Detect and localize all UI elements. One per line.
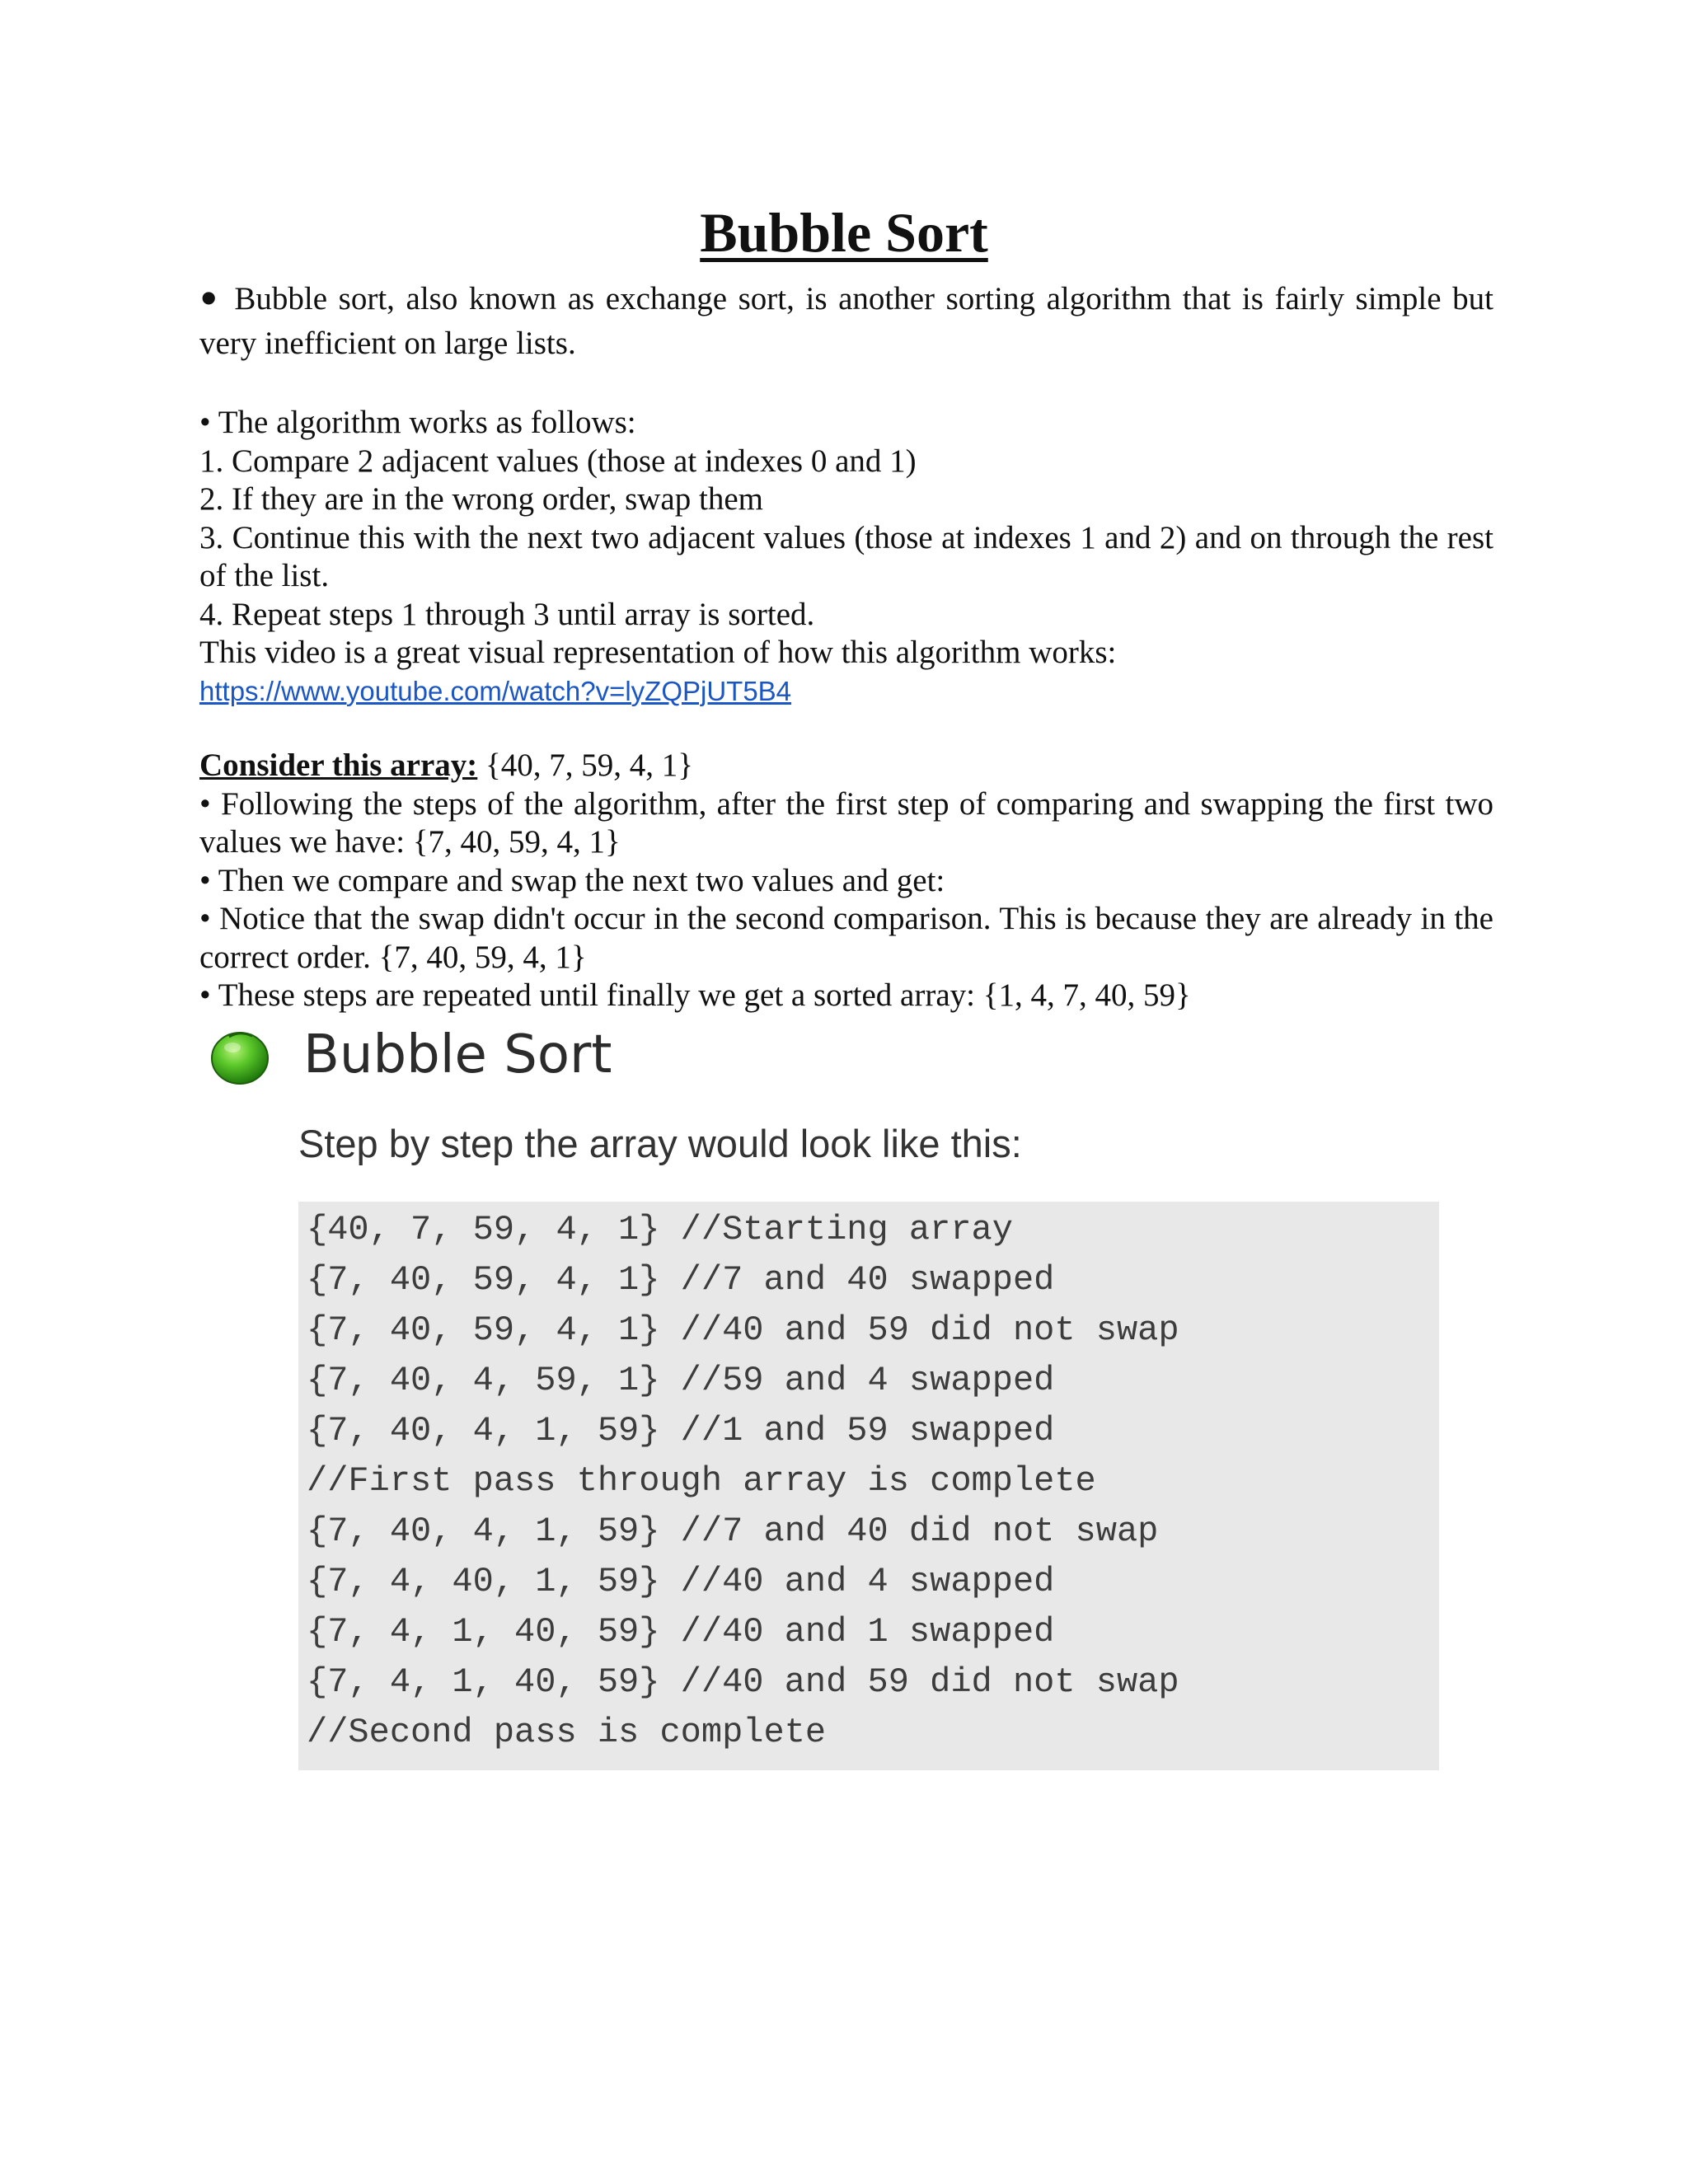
explanation-1: • Following the steps of the algorithm, after the first step of comparing and swapping the first two values we have: {7, 40, 59, 4, 1} — [199, 785, 1493, 860]
step-3: 3. Continue this with the next two adjacent values (those at indexes 1 and 2) and on through the rest of the list. — [199, 519, 1493, 593]
green-apple-icon — [209, 1025, 270, 1086]
video-note: This video is a great visual representation of how this algorithm works: — [199, 635, 1117, 670]
code-line: {7, 40, 4, 1, 59} //7 and 40 did not swap — [307, 1511, 1159, 1551]
example-section — [199, 747, 1493, 1015]
step-1: 1. Compare 2 adjacent values (those at indexes 0 and 1) — [199, 443, 917, 479]
code-line: {40, 7, 59, 4, 1} //Starting array — [307, 1210, 1013, 1249]
code-line: //First pass through array is complete — [307, 1461, 1096, 1501]
code-line: {7, 40, 59, 4, 1} //40 and 59 did not swap — [307, 1310, 1179, 1350]
code-line: {7, 40, 4, 59, 1} //59 and 4 swapped — [307, 1361, 1055, 1400]
consider-array: {40, 7, 59, 4, 1} — [477, 748, 693, 783]
code-line: {7, 40, 4, 1, 59} //1 and 59 swapped — [307, 1411, 1055, 1451]
explanation-4: • These steps are repeated until finally we get a sorted array: {1, 4, 7, 40, 59} — [199, 977, 1191, 1013]
explanation-3: • Notice that the swap didn't occur in the second comparison. This is because they are already in the correct order. {7, 40, 59, 4, 1} — [199, 901, 1493, 975]
bullet-icon: • — [199, 269, 218, 327]
code-line: {7, 4, 1, 40, 59} //40 and 59 did not swap — [307, 1662, 1179, 1702]
figure-heading: Bubble Sort — [303, 1024, 612, 1085]
explanation-2: • Then we compare and swap the next two values and get: — [199, 862, 945, 898]
algorithm-section — [199, 404, 1493, 710]
code-block — [298, 1202, 1439, 1770]
code-line: {7, 4, 40, 1, 59} //40 and 4 swapped — [307, 1562, 1055, 1601]
step-4: 4. Repeat steps 1 through 3 until array is sorted. — [199, 596, 815, 632]
algorithm-heading: • The algorithm works as follows: — [199, 405, 636, 440]
code-line: {7, 4, 1, 40, 59} //40 and 1 swapped — [307, 1612, 1055, 1652]
bubble-sort-figure — [199, 1014, 1452, 1772]
consider-label: Consider this array: — [199, 748, 478, 783]
intro-text: Bubble sort, also known as exchange sort, is another sorting algorithm that is fairly simple but very inefficient on large lists. — [199, 281, 1493, 361]
consider-line — [199, 747, 1493, 785]
step-2: 2. If they are in the wrong order, swap them — [199, 481, 763, 517]
intro-paragraph — [199, 269, 1493, 366]
video-link[interactable]: https://www.youtube.com/watch?v=lyZQPjUT5B4 — [199, 675, 792, 706]
code-line: {7, 40, 59, 4, 1} //7 and 40 swapped — [307, 1260, 1055, 1300]
page-title: Bubble Sort — [700, 201, 988, 264]
figure-subheading: Step by step the array would look like this: — [298, 1122, 1022, 1165]
code-line: //Second pass is complete — [307, 1713, 827, 1752]
